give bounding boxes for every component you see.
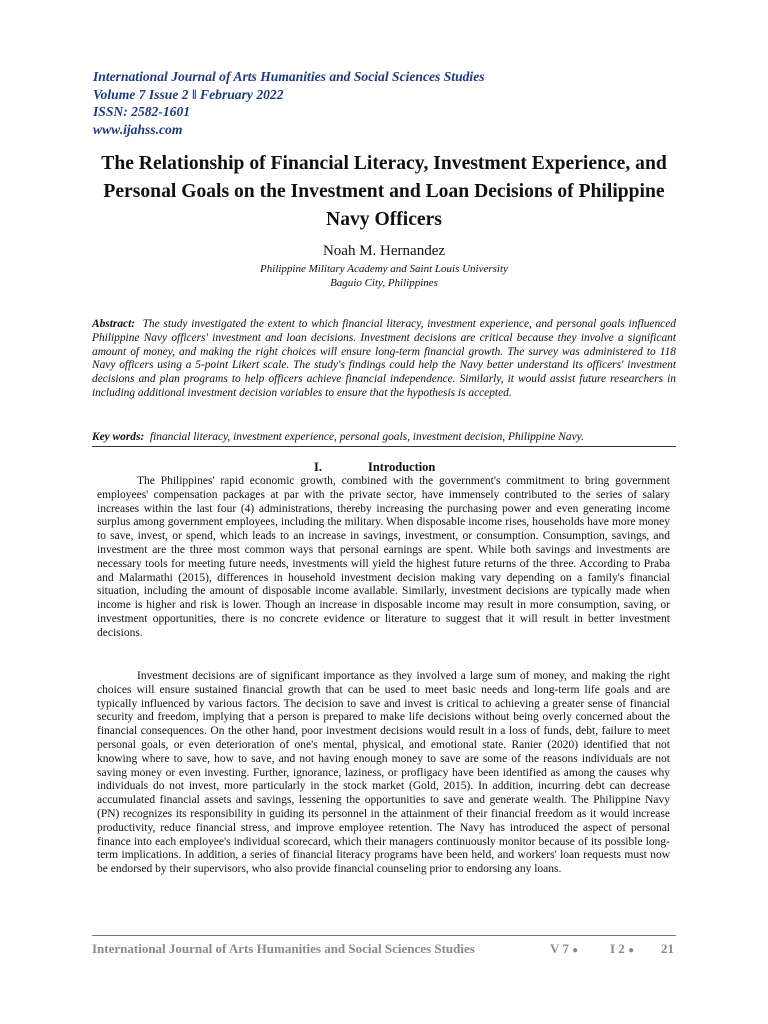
- footer-volume-text: V 7: [550, 941, 569, 956]
- paper-title: The Relationship of Financial Literacy, Investment Experience, and Personal Goals on the Investment and Loan Decisions of Philippine Navy Officers: [101, 153, 667, 230]
- journal-header: [93, 68, 693, 138]
- keywords-text: financial literacy, investment experience, personal goals, investment decision, Philippine Navy.: [149, 431, 584, 443]
- bullet-icon: ●: [572, 945, 579, 956]
- keywords-divider: [92, 446, 676, 447]
- section-title: Introduction: [368, 460, 436, 474]
- keywords-label: Key words:: [92, 431, 145, 443]
- footer-issue: [610, 940, 634, 960]
- body-paragraph-2: Investment decisions are of significant importance as they involved a large sum of money, and making the right choices will ensure sustained financial growth that can be used to meet basic needs and long-term life goals and are typically influenced by various factors. The decision to save and invest is critical to achieving a greater sense of financial security and freedom, implying that a person is prepared to make life decisions without being overly concerned about the financial consequences. On the other hand, poor investment decisions would result in a loss of funds, debt, failure to meet personal goals, or even deterioration of one's mental, physical, and emotional state. Ranier (2020) identified that not knowing where to save, how to save, and not having enough money to save are some of the reasons individuals are not saving money or even investing. Further, ignorance, laziness, or profligacy have been identified as among the causes why individuals do not invest, more particularly in the stock market (Gold, 2015). In addition, incurring debt can decrease accumulated financial assets and savings, lessening the opportunities to save and generate wealth. The Philippine Navy (PN) recognizes its responsibility in guiding its personnel in the attainment of their financial freedom as it would increase productivity, reduce financial stress, and improve employee retention. The Navy has introduced the aspect of personal finance into each employee's individual scorecard, which their managers continuously monitor because of its possible long-term implications. In addition, a series of financial literacy programs have been held, and workers' loan requests must now be endorsed by their supervisors, who also provide financial counseling prior to endorsing any loans.: [97, 670, 670, 876]
- page-footer: [92, 940, 676, 958]
- journal-issn: ISSN: 2582-1601: [93, 104, 191, 120]
- body-paragraph-1: The Philippines' rapid economic growth, combined with the government's commitment to bring government employees' compensation packages at par with the private sector, have immensely contributed to the series of salary increases within the last four (4) administrations, thereby increasing the purchasing power and even generating income surplus among government employees, including the military. When disposable income rises, households have more money to save, invest, or spend, which leads to an increase in savings, investment, or consumption. Consumption, savings, and investment are the three most common ways that personal earnings are spent. While both savings and investments are necessary tools for meeting future needs, investments will yield the highest future returns of the three. According to Praba and Malarmathi (2015), differences in household investment decision making vary depending on a family's financial situation, including the amount of disposable income available. Similarly, investment decisions are typically made when income is higher and risk is lower. Though an increase in disposable income may result in more consumption, saving, or investment opportunities, there is no concrete evidence or literature to suggest that it will result in better investment decisions.: [97, 475, 670, 639]
- section-number: I.: [314, 460, 322, 474]
- footer-journal-name: International Journal of Arts Humanities and Social Sciences Studies: [92, 941, 475, 956]
- section-heading: [96, 459, 672, 475]
- footer-issue-text: I 2: [610, 941, 625, 956]
- author-name: Noah M. Hernandez: [322, 243, 446, 259]
- keywords: [92, 430, 676, 444]
- journal-volume-issue: Volume 7 Issue 2 ǁ February 2022: [93, 86, 284, 102]
- footer-volume: [550, 940, 578, 960]
- journal-name: International Journal of Arts Humanities and Social Sciences Studies: [93, 69, 485, 84]
- footer-divider: [92, 935, 676, 936]
- abstract-text: The study investigated the extent to which financial literacy, investment experience, and personal goals influenced Philippine Navy officers' investment and loan decisions. Investment decisions are critical because they involve a significant amount of money, and making the right choices will ensure long-term financial growth. The survey was administered to 118 Navy officers using a 5-point Likert scale. The study's findings could help the Navy better understand its officers' investment decisions and plan programs to help officers achieve financial independence. Similarly, it would assist future researchers in including additional investment decision variables to ensure that the hypothesis is accepted.: [92, 318, 676, 399]
- journal-website: www.ijahss.com: [93, 121, 183, 137]
- footer-page-number: 21: [661, 941, 674, 956]
- author-location: Baguio City, Philippines: [330, 277, 438, 289]
- bullet-icon: ●: [628, 945, 635, 956]
- author-affiliation: Philippine Military Academy and Saint Louis University: [260, 263, 508, 275]
- abstract: [92, 318, 676, 401]
- abstract-label: Abstract:: [92, 318, 136, 330]
